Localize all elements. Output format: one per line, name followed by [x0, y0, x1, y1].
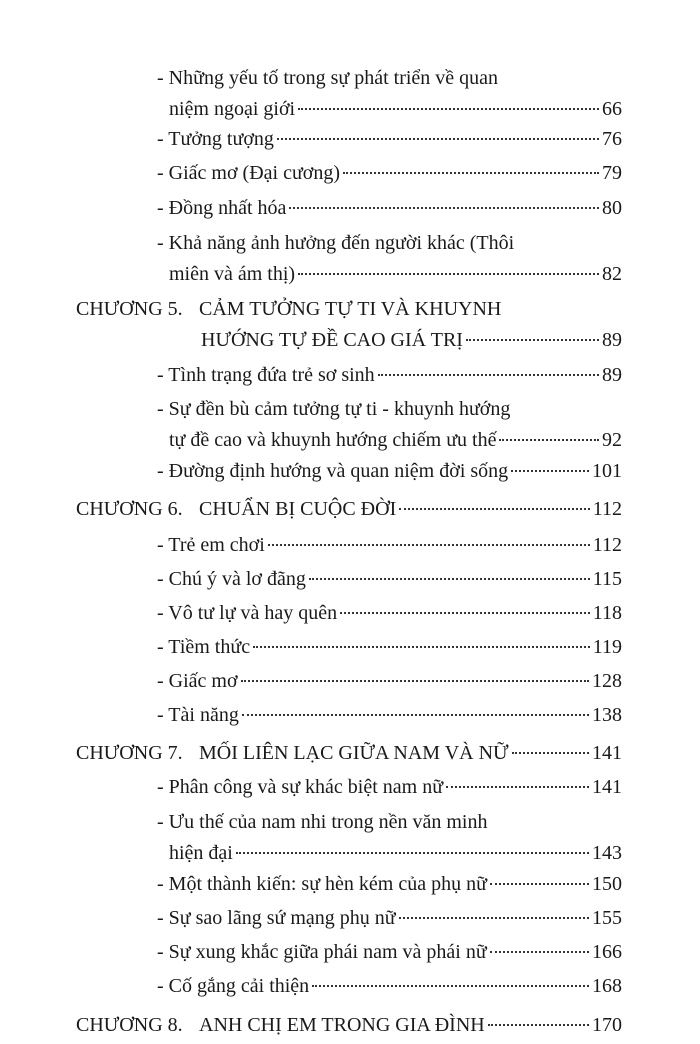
toc-chapter[interactable] [76, 497, 622, 528]
toc-line [157, 231, 622, 262]
dot-leader [378, 374, 599, 376]
page-number: 76 [602, 128, 622, 150]
dot-leader [253, 646, 590, 648]
dot-leader [466, 339, 599, 341]
dot-leader [236, 852, 589, 854]
toc-item[interactable] [157, 196, 622, 227]
toc-line [157, 841, 622, 872]
toc-line [157, 872, 622, 903]
toc-item-title: - Trẻ em chơi [157, 534, 265, 556]
dot-leader [446, 786, 589, 788]
dot-leader [340, 612, 590, 614]
toc-item-title: niệm ngoại giới [169, 98, 296, 120]
dot-leader [298, 273, 599, 275]
toc-line [76, 328, 622, 359]
toc-item[interactable] [157, 703, 622, 734]
toc-item-title: - Ưu thế của nam nhi trong nền văn minh [157, 811, 488, 833]
chapter-number: CHƯƠNG 8. [76, 1014, 183, 1036]
dot-leader [277, 138, 599, 140]
toc-item-title: - Tình trạng đứa trẻ sơ sinh [157, 364, 375, 386]
toc-line [157, 974, 622, 1005]
toc-chapter[interactable] [76, 741, 622, 772]
page-number: 89 [602, 329, 622, 351]
toc-item[interactable] [157, 810, 622, 872]
page-number: 170 [592, 1014, 622, 1036]
toc-item-title: - Tiềm thức [157, 636, 251, 658]
toc-line [157, 459, 622, 490]
dot-leader [399, 508, 590, 510]
toc-item-title: - Một thành kiến: sự hèn kém của phụ nữ [157, 873, 487, 895]
toc-item-title: - Cố gắng cải thiện [157, 975, 310, 997]
toc-line [157, 262, 622, 293]
toc-line [157, 669, 622, 700]
toc-item[interactable] [157, 669, 622, 700]
toc-item[interactable] [157, 66, 622, 128]
toc-line [76, 297, 622, 328]
toc-item-title: - Chú ý và lơ đãng [157, 568, 306, 590]
toc-item-title: tự đề cao và khuynh hướng chiếm ưu thế [169, 429, 497, 451]
toc-line [157, 533, 622, 564]
toc-line [157, 635, 622, 666]
chapter-title: CẢM TƯỞNG TỰ TI VÀ KHUYNH [199, 298, 502, 320]
dot-leader [499, 439, 599, 441]
page-number: 138 [592, 704, 622, 726]
toc-item[interactable] [157, 635, 622, 666]
page-number: 118 [592, 602, 622, 624]
toc-item[interactable] [157, 940, 622, 971]
page-number: 112 [592, 534, 622, 556]
toc-chapter[interactable] [76, 1013, 622, 1044]
toc-line [157, 775, 622, 806]
page-number: 115 [592, 568, 622, 590]
toc-item[interactable] [157, 601, 622, 632]
toc-line [76, 741, 622, 772]
toc-line [157, 196, 622, 227]
page-number: 112 [592, 498, 622, 520]
chapter-number: CHƯƠNG 7. [76, 742, 183, 764]
toc-item[interactable] [157, 872, 622, 903]
chapter-number: CHƯƠNG 5. [76, 298, 183, 320]
toc-item-title: - Những yếu tố trong sự phát triển về quan [157, 67, 499, 89]
chapter-number: CHƯƠNG 6. [76, 498, 183, 520]
toc-line [76, 497, 622, 528]
page-number: 141 [592, 776, 622, 798]
page-number: 92 [602, 429, 622, 451]
toc-item-title: - Đồng nhất hóa [157, 197, 287, 219]
dot-leader [490, 951, 589, 953]
dot-leader [309, 578, 590, 580]
toc-item-title: - Phân công và sự khác biệt nam nữ [157, 776, 444, 798]
toc-chapter[interactable] [76, 297, 622, 359]
toc-line [157, 66, 622, 97]
toc-item[interactable] [157, 906, 622, 937]
toc-line [157, 601, 622, 632]
page-number: 168 [592, 975, 622, 997]
toc-item-title: - Sự sao lãng sứ mạng phụ nữ [157, 907, 396, 929]
toc-item[interactable] [157, 775, 622, 806]
dot-leader [488, 1024, 589, 1026]
toc-line [157, 567, 622, 598]
toc-item-title: - Đường định hướng và quan niệm đời sống [157, 460, 509, 482]
page-number: 150 [592, 873, 622, 895]
dot-leader [242, 714, 589, 716]
toc-line [157, 703, 622, 734]
toc-line [76, 1013, 622, 1044]
page-number: 166 [592, 941, 622, 963]
dot-leader [289, 207, 599, 209]
toc-line [157, 161, 622, 192]
dot-leader [399, 917, 589, 919]
toc-item[interactable] [157, 161, 622, 192]
chapter-title: ANH CHỊ EM TRONG GIA ĐÌNH [199, 1014, 485, 1036]
toc-item-title: - Sự đền bù cảm tưởng tự ti - khuynh hướng [157, 398, 511, 420]
toc-item[interactable] [157, 231, 622, 293]
toc-item-title: - Tưởng tượng [157, 128, 274, 150]
toc-item-title: - Giấc mơ (Đại cương) [157, 162, 341, 184]
page-number: 80 [602, 197, 622, 219]
toc-line [157, 810, 622, 841]
chapter-title: HƯỚNG TỰ ĐỀ CAO GIÁ TRỊ [201, 329, 463, 351]
page-number: 141 [592, 742, 622, 764]
toc-line [157, 428, 622, 459]
toc-line [157, 397, 622, 428]
page-number: 128 [592, 670, 622, 692]
dot-leader [343, 172, 599, 174]
toc-item-title: - Giấc mơ [157, 670, 238, 692]
dot-leader [312, 985, 589, 987]
dot-leader [241, 680, 589, 682]
toc-line [157, 940, 622, 971]
toc-item[interactable] [157, 533, 622, 564]
page-number: 82 [602, 263, 622, 285]
toc-item[interactable] [157, 567, 622, 598]
toc-item-title: - Vô tư lự và hay quên [157, 602, 338, 624]
toc-item-title: - Khả năng ảnh hưởng đến người khác (Thôi [157, 232, 515, 254]
toc-line [157, 127, 622, 158]
toc-line [157, 363, 622, 394]
page-number: 155 [592, 907, 622, 929]
page-number: 66 [602, 98, 622, 120]
dot-leader [268, 544, 590, 546]
dot-leader [490, 883, 589, 885]
toc-item[interactable] [157, 127, 622, 158]
page-number: 101 [592, 460, 622, 482]
toc-item-title: - Tài năng [157, 704, 239, 726]
chapter-title: CHUẨN BỊ CUỘC ĐỜI [199, 498, 397, 520]
chapter-title: MỐI LIÊN LẠC GIỮA NAM VÀ NỮ [199, 742, 509, 764]
toc-item[interactable] [157, 397, 622, 459]
page-number: 89 [602, 364, 622, 386]
toc-item-title: - Sự xung khắc giữa phái nam và phái nữ [157, 941, 487, 963]
page-number: 143 [592, 842, 622, 864]
page-number: 119 [592, 636, 622, 658]
dot-leader [298, 108, 599, 110]
toc-item-title: miên và ám thị) [169, 263, 296, 285]
page-number: 79 [602, 162, 622, 184]
toc-item[interactable] [157, 363, 622, 394]
toc-item[interactable] [157, 974, 622, 1005]
dot-leader [511, 470, 589, 472]
toc-item-title: hiện đại [169, 842, 233, 864]
toc-line [157, 906, 622, 937]
dot-leader [512, 752, 589, 754]
toc-line [157, 97, 622, 128]
toc-item[interactable] [157, 459, 622, 490]
